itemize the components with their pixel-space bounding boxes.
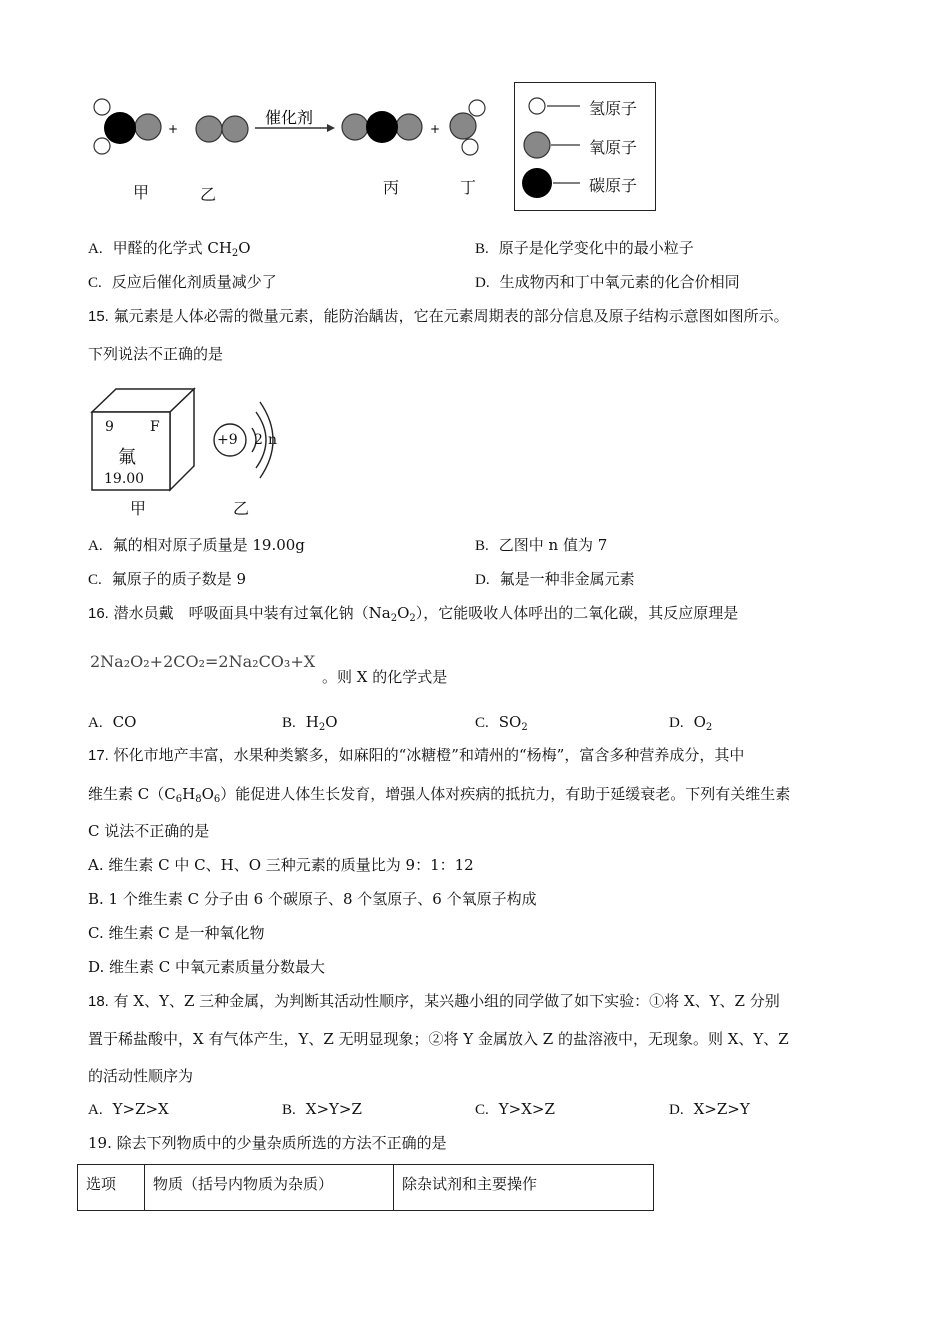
q17-option-c: C. 维生素 C 是一种氧化物	[88, 924, 265, 942]
q15-option-d: D. 氟是一种非金属元素	[475, 570, 635, 588]
label-yi: 乙	[200, 185, 217, 204]
element-mass: 19.00	[104, 471, 145, 487]
q16-option-b: B. $H_2O$	[282, 713, 338, 733]
q16-stem: 16. 潜水员戴 呼吸面具中装有过氧化钠$(Na_2O_2)$，它能吸收人体呼出的二氧化碳，其反应原理是	[88, 604, 739, 624]
label-bing: 丙	[383, 178, 400, 197]
molecule-bing	[342, 111, 422, 143]
molecule-ding	[450, 100, 485, 155]
legend-hydrogen-label: 氢原子	[589, 99, 638, 118]
plus-1: +	[168, 122, 179, 136]
table-header-row	[78, 1165, 654, 1211]
q18-option-b: B. X>Y>Z	[282, 1100, 362, 1118]
header-substance: 物质（括号内物质为杂质）	[145, 1165, 394, 1211]
header-method: 除杂试剂和主要操作	[394, 1165, 654, 1211]
element-symbol: F	[150, 419, 160, 435]
q18-option-c: C. Y>X>Z	[475, 1100, 555, 1118]
q16-equation-suffix: 。则 X 的化学式是	[322, 668, 448, 686]
legend-oxygen-label: 氧原子	[589, 138, 638, 157]
q17-stem-line3: C 说法不正确的是	[88, 822, 210, 840]
legend-carbon-label: 碳原子	[589, 176, 638, 195]
label-ding: 丁	[460, 178, 477, 197]
q14-option-d: D. 生成物丙和丁中氧元素的化合价相同	[475, 273, 740, 291]
catalyst-label: 催化剂	[265, 108, 314, 127]
q15-option-a: A. 氟的相对原子质量是 19.00g	[88, 536, 305, 554]
q17-stem-line2: 维生素 $C(C_6H_8O_6)$能促进人体生长发育，增强人体对疾病的抵抗力，有助于延缓衰老。下列有关维生素	[88, 785, 791, 805]
carbon-swatch	[522, 168, 552, 198]
q17-option-a: A. 维生素 C 中 C、H、O 三种元素的质量比为 9：1：12	[88, 856, 474, 874]
header-option: 选项	[78, 1165, 145, 1211]
q19-stem: 19. 除去下列物质中的少量杂质所选的方法不正确的是	[88, 1134, 447, 1152]
q15-label-jia: 甲	[130, 499, 147, 518]
q16-option-d: D. $O_2$	[669, 713, 713, 733]
element-name: 氟	[118, 447, 136, 468]
q17-stem-line1: 17. 怀化市地产丰富，水果种类繁多，如麻阳的“冰糖橙”和靖州的“杨梅”，富含多种营养成分，其中	[88, 746, 745, 764]
q14-option-c: C. 反应后催化剂质量减少了	[88, 273, 277, 291]
element-number: 9	[105, 419, 114, 435]
q15-option-c: C. 氟原子的质子数是 9	[88, 570, 247, 588]
q16-option-c: C. $SO_2$	[475, 713, 528, 733]
atom-legend	[514, 82, 656, 211]
oxygen-swatch	[524, 132, 550, 158]
q14-option-b: B. 原子是化学变化中的最小粒子	[475, 239, 694, 257]
plus-2: +	[430, 122, 441, 136]
q17-option-d: D. 维生素 C 中氧元素质量分数最大	[88, 958, 326, 976]
q16-equation: 2Na₂O₂+2CO₂=2Na₂CO₃+X	[90, 652, 316, 671]
q15-stem-line2: 下列说法不正确的是	[88, 345, 224, 363]
q15-label-yi: 乙	[233, 499, 250, 518]
shell2-electrons: n	[268, 432, 278, 448]
nucleus-charge: +9	[217, 432, 238, 448]
q18-option-a: A. Y>Z>X	[88, 1100, 169, 1118]
molecule-yi	[196, 116, 248, 142]
hydrogen-swatch	[529, 98, 545, 114]
q17-option-b: B. 1 个维生素 C 分子由 6 个碳原子、8 个氢原子、6 个氧原子构成	[88, 890, 537, 908]
q14-option-a: A. 甲醛的化学式 $CH_2O$	[88, 239, 251, 259]
molecule-jia	[94, 99, 161, 154]
q15-stem-line1: 15. 氟元素是人体必需的微量元素，能防治龋齿，它在元素周期表的部分信息及原子结构示意图如图所示。	[88, 307, 789, 325]
q18-option-d: D. X>Z>Y	[669, 1100, 750, 1118]
q19-table	[77, 1164, 654, 1211]
shell1-electrons: 2	[254, 432, 263, 448]
q15-option-b: B. 乙图中 n 值为 7	[475, 536, 608, 554]
q18-stem-line3: 的活动性顺序为	[88, 1067, 194, 1085]
label-jia: 甲	[133, 183, 150, 202]
q16-option-a: A. CO	[88, 713, 137, 731]
q18-stem-line2: 置于稀盐酸中，X 有气体产生，Y、Z 无明显现象；②将 Y 金属放入 Z 的盐溶液中，无现象。则 X、Y、Z	[88, 1030, 789, 1048]
q18-stem-line1: 18. 有 X、Y、Z 三种金属，为判断其活动性顺序，某兴趣小组的同学做了如下实验：①将 X、Y、Z 分别	[88, 992, 780, 1010]
